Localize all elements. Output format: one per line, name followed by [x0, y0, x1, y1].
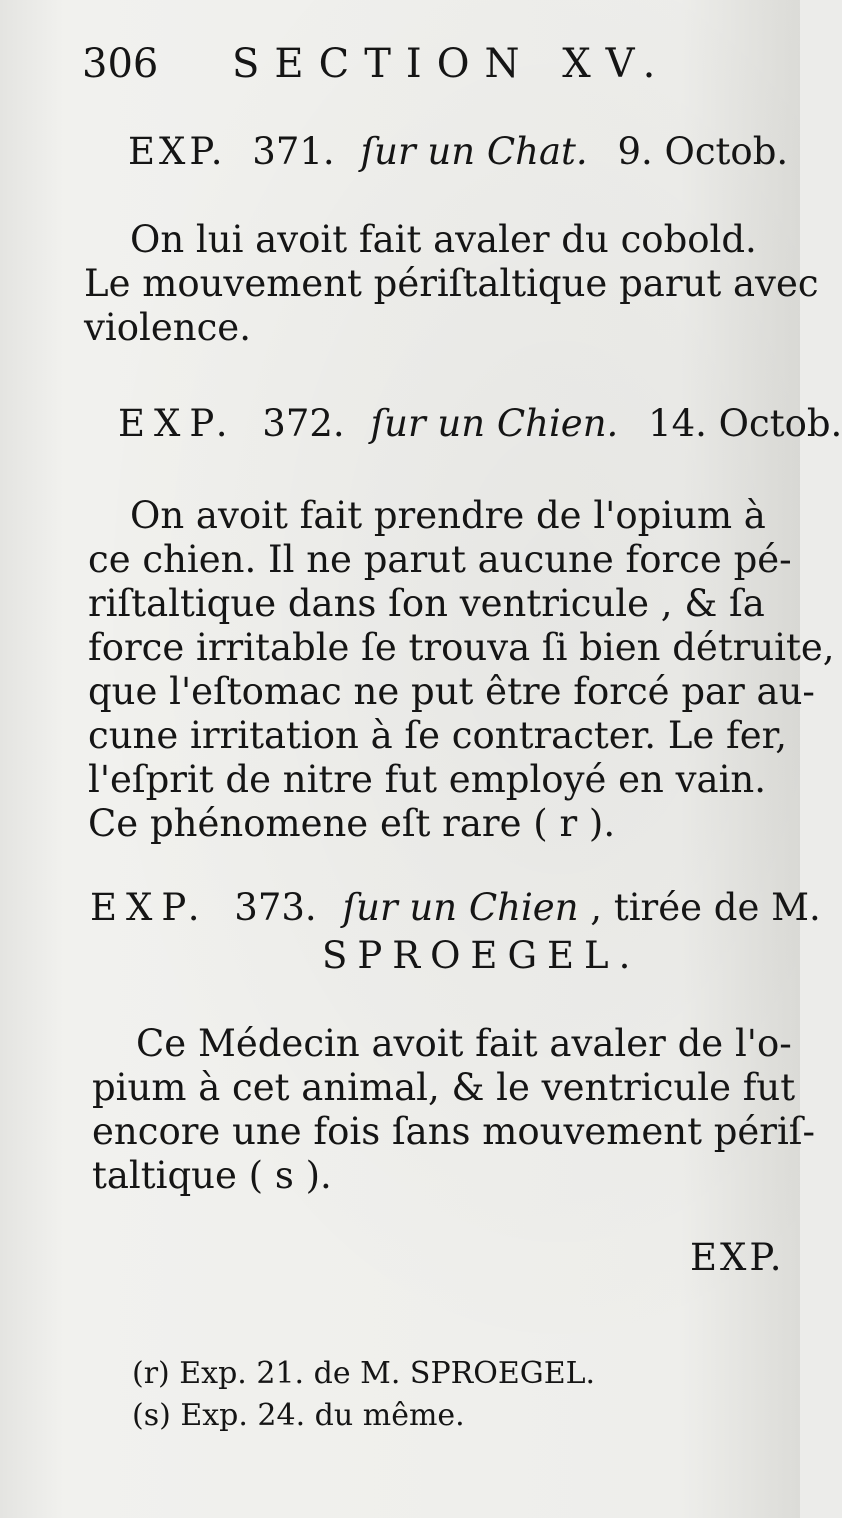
body-line: ce chien. Il ne parut aucune force pé-: [88, 538, 792, 581]
exp-source: , tirée de M.: [590, 886, 821, 929]
section-title: SECTION XV.: [232, 41, 671, 87]
exp-label: EXP.: [118, 402, 237, 445]
body-line: encore une fois ſans mouvement périſ-: [92, 1110, 815, 1153]
body-line: cune irritation à ſe contracter. Le fer,: [88, 714, 788, 757]
body-line: Ce phénomene eſt rare ( r ).: [88, 802, 616, 845]
exp-371-heading: [128, 130, 788, 174]
exp-373-heading: [90, 886, 821, 930]
body-line: violence.: [84, 306, 251, 349]
catchword: EXP.: [690, 1236, 785, 1279]
body-line: taltique ( s ).: [92, 1154, 332, 1197]
footnote-s: (s) Exp. 24. du même.: [132, 1398, 465, 1433]
body-line: force irritable ſe trouva ſi bien détruite,: [88, 626, 835, 669]
body-line: pium à cet animal, & le ventricule fut: [92, 1066, 796, 1109]
exp-number: 373.: [234, 886, 317, 929]
exp-number: 372.: [262, 402, 345, 445]
exp-372-heading: [118, 402, 842, 446]
body-line: Ce Médecin avoit fait avaler de l'o-: [136, 1022, 792, 1065]
footnote-r: (r) Exp. 21. de M. SPROEGEL.: [132, 1356, 596, 1391]
exp-label: EXP.: [128, 130, 227, 173]
exp-date: 9. Octob.: [617, 130, 789, 173]
exp-subject: ſur un Chien: [342, 886, 579, 929]
body-line: riſtaltique dans ſon ventricule , & ſa: [88, 582, 765, 625]
exp-number: 371.: [252, 130, 335, 173]
body-line: que l'eſtomac ne put être forcé par au-: [88, 670, 815, 713]
exp-date: 14. Octob.: [648, 402, 842, 445]
exp-label: EXP.: [90, 886, 209, 929]
body-line: On lui avoit fait avaler du cobold.: [130, 218, 757, 261]
author-name: SPROEGEL.: [322, 934, 641, 977]
page-number: 306: [82, 41, 159, 87]
body-line: l'eſprit de nitre fut employé en vain.: [88, 758, 767, 801]
exp-subject: ſur un Chien.: [370, 402, 619, 445]
body-line: On avoit fait prendre de l'opium à: [130, 494, 766, 537]
body-line: Le mouvement périſtaltique parut avec: [84, 262, 819, 305]
exp-subject: ſur un Chat.: [360, 130, 588, 173]
